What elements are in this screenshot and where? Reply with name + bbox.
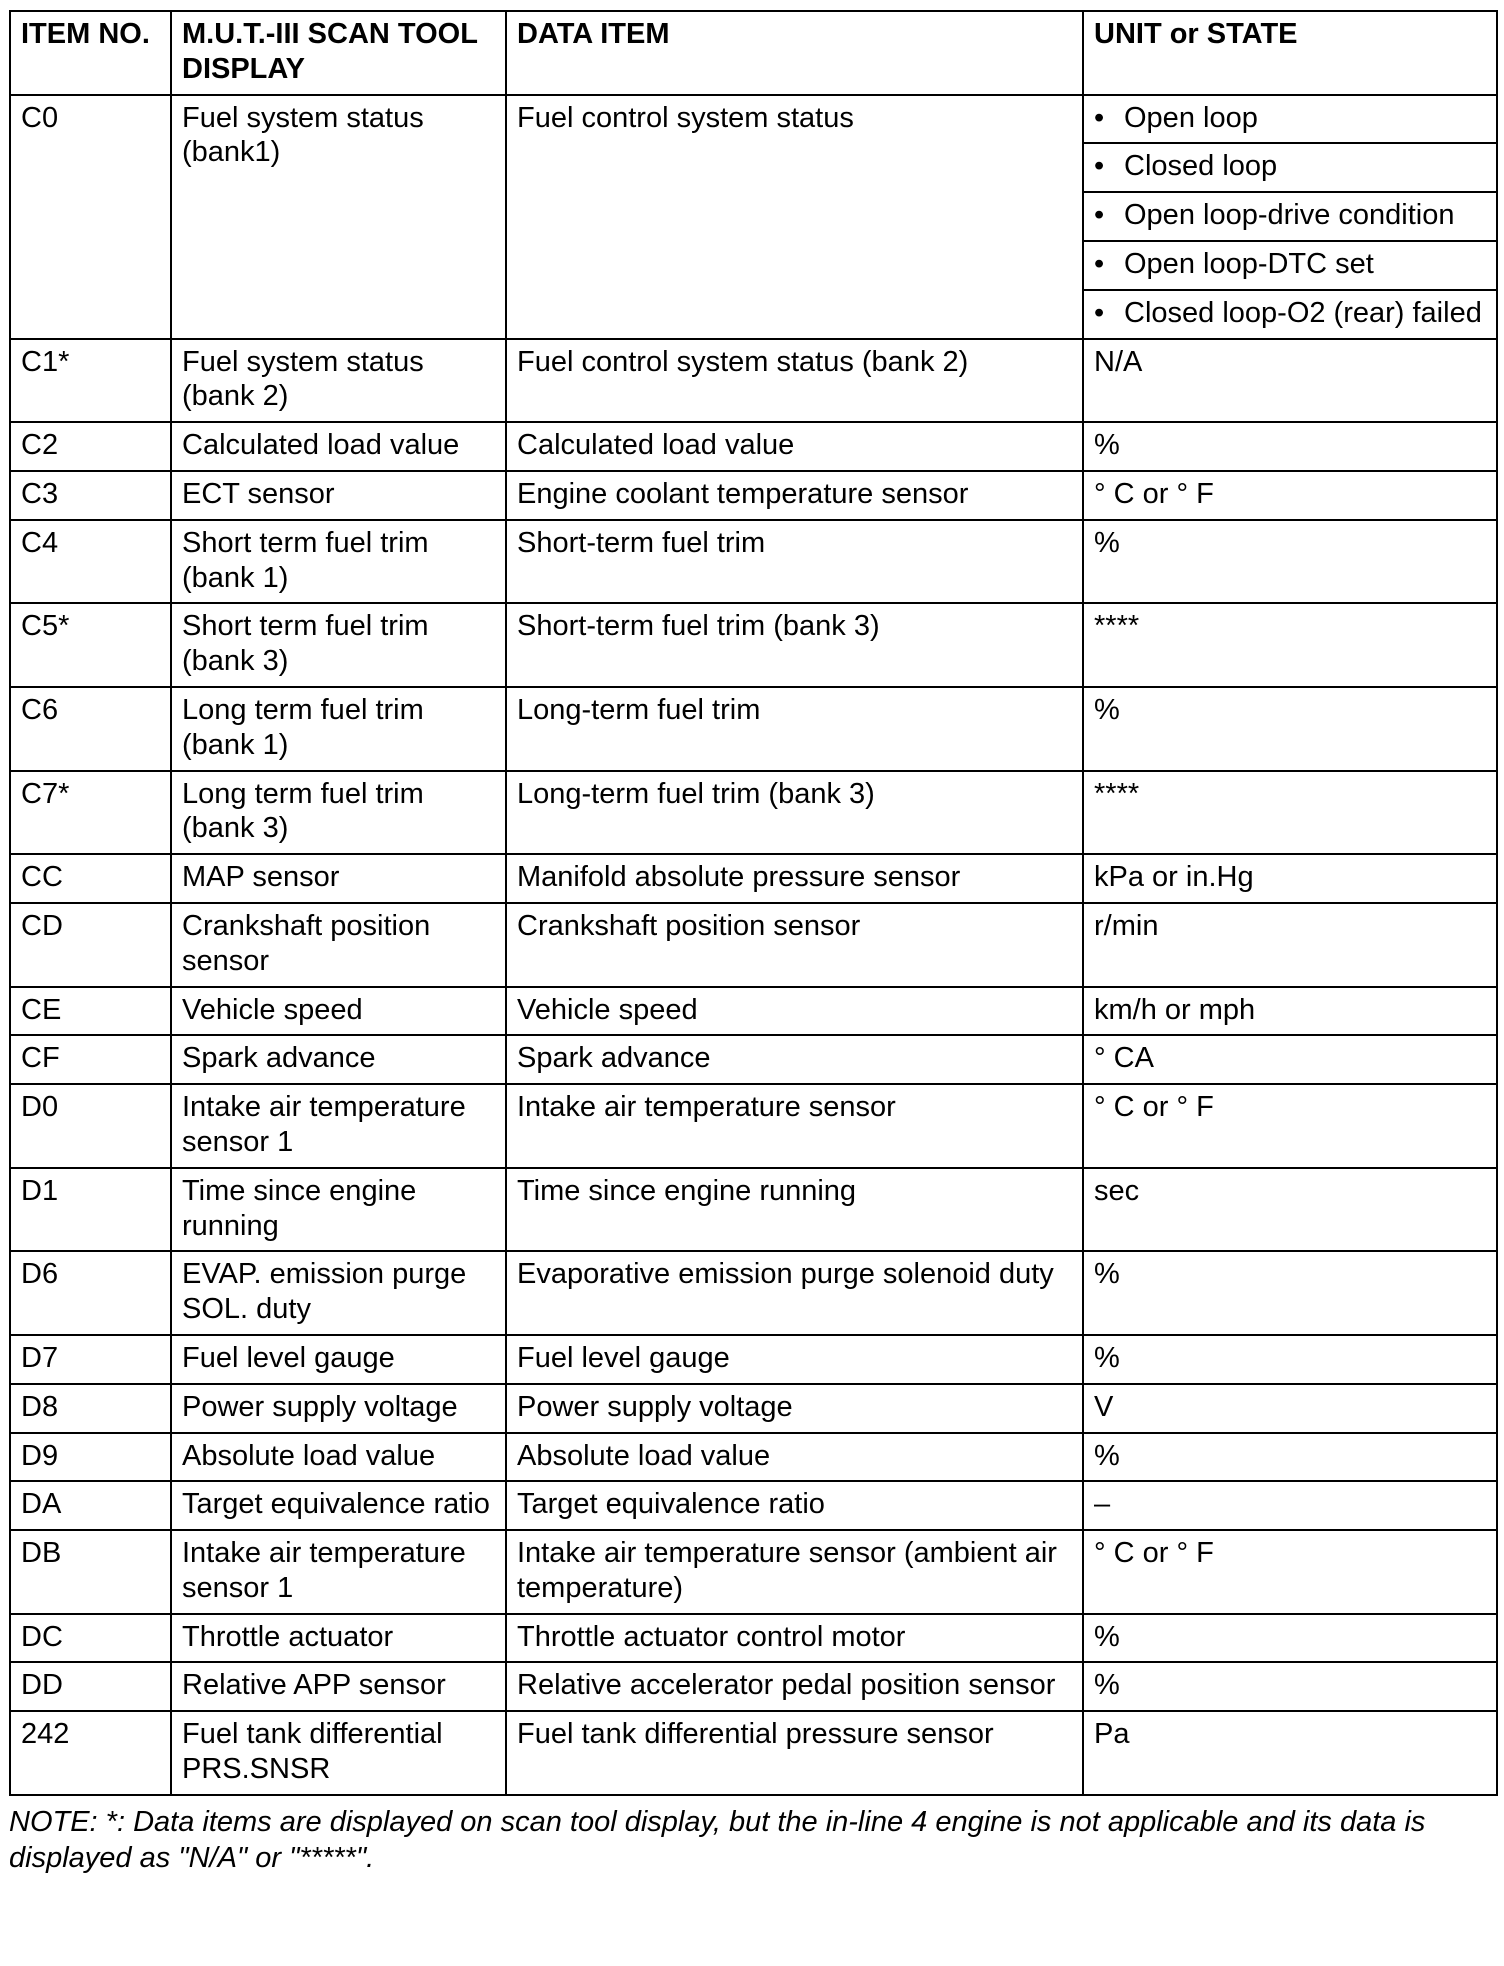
data-item-cell: Absolute load value xyxy=(506,1433,1083,1482)
scan-tool-display-cell: Fuel system status (bank1) xyxy=(171,95,506,339)
data-item-cell: Intake air temperature sensor xyxy=(506,1084,1083,1168)
scan-tool-display-cell: Absolute load value xyxy=(171,1433,506,1482)
item-no-cell: D0 xyxy=(10,1084,171,1168)
unit-state-cell xyxy=(1083,241,1497,290)
data-item-cell: Time since engine running xyxy=(506,1168,1083,1252)
bullet-icon: • xyxy=(1094,150,1105,183)
data-item-cell: Short-term fuel trim xyxy=(506,520,1083,604)
table-row xyxy=(10,771,1497,855)
unit-state-cell: **** xyxy=(1083,771,1497,855)
table-row xyxy=(10,422,1497,471)
unit-state-cell: ° C or ° F xyxy=(1083,1084,1497,1168)
item-no-cell: DB xyxy=(10,1530,171,1614)
table-row xyxy=(10,1168,1497,1252)
scan-tool-display-cell: MAP sensor xyxy=(171,854,506,903)
scan-tool-display-cell: Long term fuel trim (bank 3) xyxy=(171,771,506,855)
unit-state-cell: N/A xyxy=(1083,339,1497,423)
item-no-cell: C0 xyxy=(10,95,171,339)
unit-state-cell xyxy=(1083,143,1497,192)
unit-state-text: Open loop-drive condition xyxy=(1124,199,1455,232)
table-row xyxy=(10,471,1497,520)
data-item-cell: Fuel level gauge xyxy=(506,1335,1083,1384)
scan-tool-display-cell: Fuel level gauge xyxy=(171,1335,506,1384)
unit-state-cell: % xyxy=(1083,520,1497,604)
item-no-cell: CD xyxy=(10,903,171,987)
item-no-cell: C2 xyxy=(10,422,171,471)
scan-tool-display-cell: Fuel tank differential PRS.SNSR xyxy=(171,1711,506,1795)
table-row xyxy=(10,1384,1497,1433)
scan-tool-display-cell: Crankshaft position sensor xyxy=(171,903,506,987)
item-no-cell: D9 xyxy=(10,1433,171,1482)
data-item-cell: Fuel control system status (bank 2) xyxy=(506,339,1083,423)
table-row xyxy=(10,603,1497,687)
data-item-cell: Power supply voltage xyxy=(506,1384,1083,1433)
table-row xyxy=(10,1335,1497,1384)
scan-tool-display-cell: Throttle actuator xyxy=(171,1614,506,1663)
scan-tool-display-cell: Intake air temperature sensor 1 xyxy=(171,1084,506,1168)
unit-state-cell xyxy=(1083,290,1497,339)
item-no-cell: DC xyxy=(10,1614,171,1663)
scan-tool-display-cell: Relative APP sensor xyxy=(171,1662,506,1711)
table-row xyxy=(10,339,1497,423)
unit-state-cell: sec xyxy=(1083,1168,1497,1252)
data-item-cell: Intake air temperature sensor (ambient air temperature) xyxy=(506,1530,1083,1614)
scan-tool-display-cell: EVAP. emission purge SOL. duty xyxy=(171,1251,506,1335)
item-no-cell: C7* xyxy=(10,771,171,855)
table-row xyxy=(10,1481,1497,1530)
item-no-cell: D7 xyxy=(10,1335,171,1384)
table-body xyxy=(10,95,1497,1795)
item-no-cell: DD xyxy=(10,1662,171,1711)
data-item-cell: Long-term fuel trim xyxy=(506,687,1083,771)
table-row xyxy=(10,854,1497,903)
scan-tool-data-table xyxy=(9,10,1498,1796)
data-item-cell: Fuel control system status xyxy=(506,95,1083,339)
item-no-cell: C1* xyxy=(10,339,171,423)
item-no-cell: CF xyxy=(10,1035,171,1084)
data-item-cell: Manifold absolute pressure sensor xyxy=(506,854,1083,903)
bullet-icon: • xyxy=(1094,199,1105,232)
unit-state-cell: % xyxy=(1083,1251,1497,1335)
unit-state-text: Closed loop xyxy=(1124,150,1278,183)
table-row xyxy=(10,95,1497,144)
table-row xyxy=(10,903,1497,987)
scan-tool-display-cell: Spark advance xyxy=(171,1035,506,1084)
data-item-cell: Crankshaft position sensor xyxy=(506,903,1083,987)
scan-tool-display-cell: Fuel system status (bank 2) xyxy=(171,339,506,423)
data-item-cell: Vehicle speed xyxy=(506,987,1083,1036)
table-row xyxy=(10,1530,1497,1614)
table-row xyxy=(10,1433,1497,1482)
data-item-cell: Relative accelerator pedal position sensor xyxy=(506,1662,1083,1711)
data-item-cell: Short-term fuel trim (bank 3) xyxy=(506,603,1083,687)
table-row xyxy=(10,520,1497,604)
scan-tool-display-cell: Short term fuel trim (bank 3) xyxy=(171,603,506,687)
bullet-icon: • xyxy=(1094,101,1105,134)
unit-state-cell: % xyxy=(1083,1433,1497,1482)
unit-state-cell: r/min xyxy=(1083,903,1497,987)
item-no-cell: DA xyxy=(10,1481,171,1530)
data-item-cell: Calculated load value xyxy=(506,422,1083,471)
scan-tool-display-cell: Target equivalence ratio xyxy=(171,1481,506,1530)
unit-state-text: Open loop xyxy=(1124,101,1258,134)
unit-state-cell: ° CA xyxy=(1083,1035,1497,1084)
unit-state-cell: Pa xyxy=(1083,1711,1497,1795)
unit-state-cell: ° C or ° F xyxy=(1083,1530,1497,1614)
table-row xyxy=(10,1614,1497,1663)
unit-state-cell: – xyxy=(1083,1481,1497,1530)
unit-state-cell: % xyxy=(1083,687,1497,771)
header-row xyxy=(10,11,1497,95)
unit-state-cell: % xyxy=(1083,422,1497,471)
unit-state-cell xyxy=(1083,192,1497,241)
data-item-cell: Fuel tank differential pressure sensor xyxy=(506,1711,1083,1795)
unit-state-cell: % xyxy=(1083,1662,1497,1711)
item-no-cell: CE xyxy=(10,987,171,1036)
unit-state-text: Open loop-DTC set xyxy=(1124,247,1374,280)
item-no-cell: D1 xyxy=(10,1168,171,1252)
item-no-cell: 242 xyxy=(10,1711,171,1795)
data-item-cell: Spark advance xyxy=(506,1035,1083,1084)
table-row xyxy=(10,987,1497,1036)
scan-tool-display-cell: Short term fuel trim (bank 1) xyxy=(171,520,506,604)
item-no-cell: C5* xyxy=(10,603,171,687)
footnote: NOTE: *: Data items are displayed on scan tool display, but the in-line 4 engine is not applicable and its data is displayed as "N/A" or "*****". xyxy=(9,1805,1426,1875)
scan-tool-display-cell: Power supply voltage xyxy=(171,1384,506,1433)
table-row xyxy=(10,1662,1497,1711)
table-row xyxy=(10,1251,1497,1335)
data-item-cell: Throttle actuator control motor xyxy=(506,1614,1083,1663)
header-item-no: ITEM NO. xyxy=(10,11,171,95)
data-item-cell: Target equivalence ratio xyxy=(506,1481,1083,1530)
table-row xyxy=(10,1035,1497,1084)
scan-tool-display-cell: Long term fuel trim (bank 1) xyxy=(171,687,506,771)
item-no-cell: CC xyxy=(10,854,171,903)
item-no-cell: D6 xyxy=(10,1251,171,1335)
unit-state-cell: km/h or mph xyxy=(1083,987,1497,1036)
unit-state-cell: **** xyxy=(1083,603,1497,687)
scan-tool-display-cell: Vehicle speed xyxy=(171,987,506,1036)
header-data-item: DATA ITEM xyxy=(506,11,1083,95)
item-no-cell: C3 xyxy=(10,471,171,520)
scan-tool-display-cell: Calculated load value xyxy=(171,422,506,471)
unit-state-cell: V xyxy=(1083,1384,1497,1433)
unit-state-cell xyxy=(1083,95,1497,144)
bullet-icon: • xyxy=(1094,247,1105,280)
header-unit-or-state: UNIT or STATE xyxy=(1083,11,1497,95)
data-item-cell: Long-term fuel trim (bank 3) xyxy=(506,771,1083,855)
data-item-cell: Engine coolant temperature sensor xyxy=(506,471,1083,520)
table-row xyxy=(10,1084,1497,1168)
unit-state-cell: % xyxy=(1083,1614,1497,1663)
item-no-cell: C4 xyxy=(10,520,171,604)
scan-tool-display-cell: Time since engine running xyxy=(171,1168,506,1252)
item-no-cell: D8 xyxy=(10,1384,171,1433)
unit-state-cell: % xyxy=(1083,1335,1497,1384)
unit-state-text: Closed loop-O2 (rear) failed xyxy=(1124,296,1482,329)
bullet-icon: • xyxy=(1094,296,1105,329)
item-no-cell: C6 xyxy=(10,687,171,771)
table-row xyxy=(10,687,1497,771)
data-item-cell: Evaporative emission purge solenoid duty xyxy=(506,1251,1083,1335)
table-row xyxy=(10,1711,1497,1795)
scan-tool-display-cell: ECT sensor xyxy=(171,471,506,520)
scan-tool-display-cell: Intake air temperature sensor 1 xyxy=(171,1530,506,1614)
unit-state-cell: kPa or in.Hg xyxy=(1083,854,1497,903)
header-scan-tool-display: M.U.T.-III SCAN TOOL DISPLAY xyxy=(171,11,506,95)
unit-state-cell: ° C or ° F xyxy=(1083,471,1497,520)
